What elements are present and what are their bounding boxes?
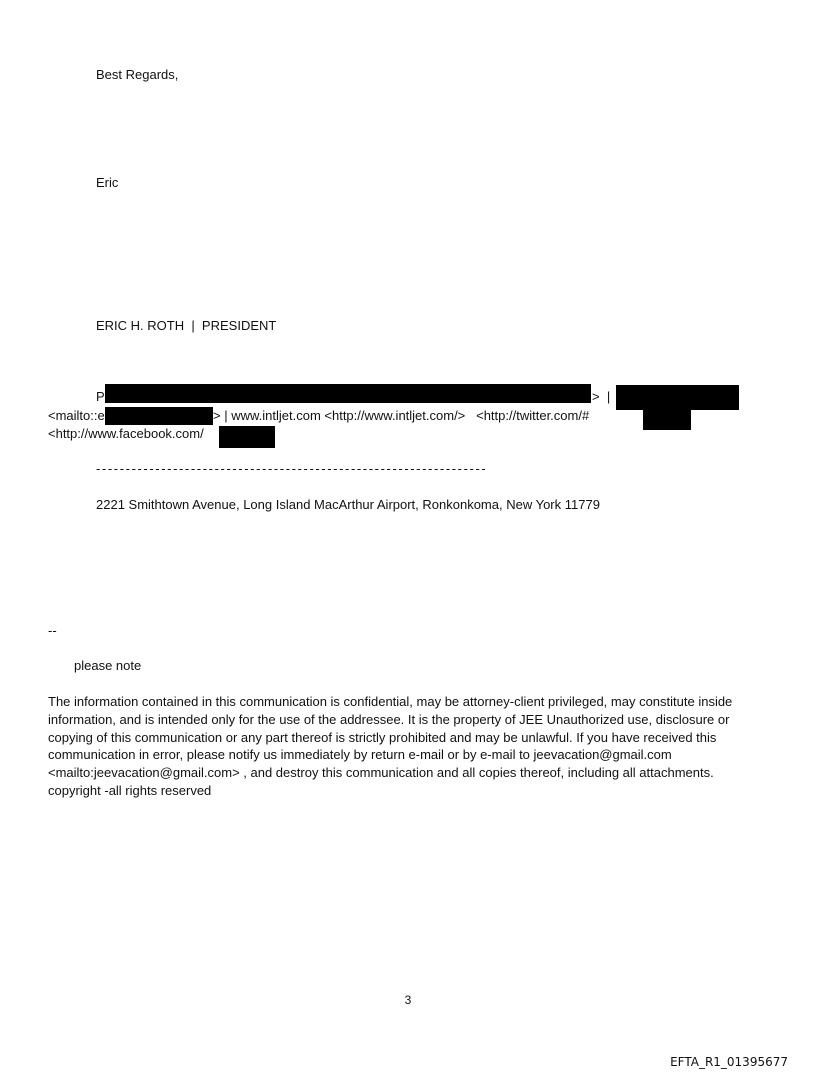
confidentiality-disclaimer: The information contained in this communication is confidential, may be attorney-client privileged, may constitute inside information, and is intended only for the use of the addressee. It is the property of JEE Unauthorized use, disclosure or copying of this communication or any part thereof is strictly prohibited and may be unlawful. If you have received this communication in error, please notify us immediately by return e-mail or by e-mail to jeevacation@gmail.com <mailto:jeevacation@gmail.com> , and destroy this communication and all copies thereof, including all attachments. copyright -all rights reserved <box>48 694 733 798</box>
signature-title: ERIC H. ROTH | PRESIDENT <box>96 318 277 333</box>
signature-name: Eric <box>96 175 119 190</box>
contact-separator: > | <box>592 389 611 404</box>
document-id: EFTA_R1_01395677 <box>670 1055 788 1069</box>
please-note-heading: please note <box>74 658 142 673</box>
redaction-block <box>105 407 213 425</box>
page-number: 3 <box>404 993 412 1007</box>
signature-separator: -- <box>48 623 57 638</box>
closing-text: Best Regards, <box>96 67 179 82</box>
redaction-block <box>219 426 275 448</box>
facebook-link: <http://www.facebook.com/ <box>48 426 204 441</box>
address-text: 2221 Smithtown Avenue, Long Island MacArthur Airport, Ronkonkoma, New York 11779 <box>96 497 600 512</box>
mailto-prefix: <mailto::e <box>48 408 105 423</box>
redaction-block <box>105 384 591 403</box>
phone-prefix: P <box>96 389 105 404</box>
divider-line: ------------------------------------------------------------------ <box>96 461 488 476</box>
redaction-block <box>643 407 691 430</box>
website-links: > | www.intljet.com <http://www.intljet.com/> <http://twitter.com/# <box>213 408 590 423</box>
